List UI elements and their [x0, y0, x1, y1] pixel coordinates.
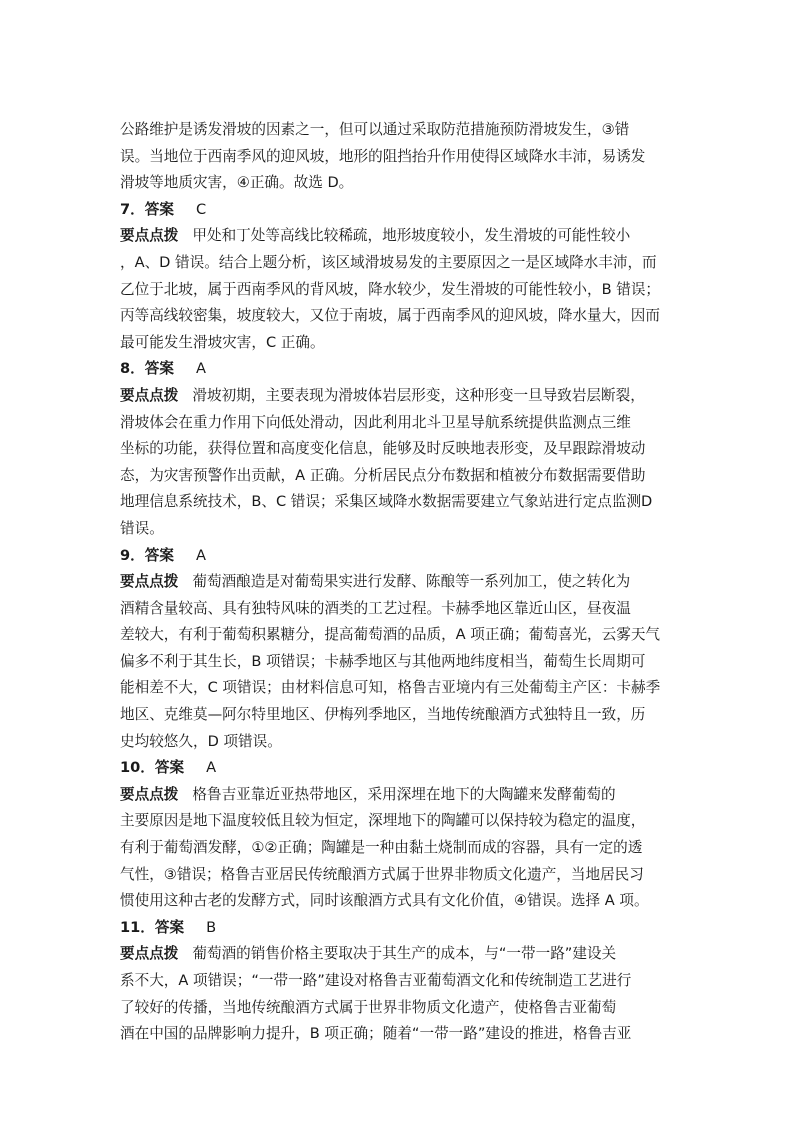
- answer-letter: A: [195, 546, 206, 564]
- tip-label: 要点点拨: [120, 227, 179, 245]
- text-line: 坐标的功能，获得位置和高度变化信息，能够及时反映地表形变，及早跟踪滑坡动: [120, 440, 646, 458]
- explanation-9: [120, 569, 680, 755]
- text-line: 主要原因是地下温度较低且较为恒定，深埋地下的陶罐可以保持较为稳定的温度，: [120, 812, 646, 830]
- explanation-8: [120, 383, 680, 543]
- text-line: 丙等高线较密集，坡度较大，又位于南坡，属于西南季风的迎风坡，降水量大，因而: [120, 307, 660, 325]
- text-line: 最可能发生滑坡灾害，C 正确。: [120, 333, 325, 351]
- text-line: 态，为灾害预警作出贡献，A 正确。分析居民点分布数据和植被分布数据需要借助: [120, 466, 646, 484]
- answer-9: [120, 543, 680, 570]
- answer-7: [120, 197, 680, 224]
- tip-label: 要点点拨: [120, 386, 179, 404]
- text-line: 公路维护是诱发滑坡的因素之一，但可以通过采取防范措施预防滑坡发生，③错: [120, 121, 630, 138]
- question-number: 7．: [120, 200, 145, 218]
- answer-letter: B: [206, 918, 217, 936]
- text-line: 偏多不利于其生长，B 项错误；卡赫季地区与其他两地纬度相当，葡萄生长周期可: [120, 652, 646, 670]
- answer-10: [120, 755, 680, 782]
- text-line: 惯使用这种古老的发酵方式，同时该酿酒方式具有文化价值，④错误。选择 A 项。: [120, 892, 649, 910]
- text-line: 地区、克维莫—阿尔特里地区、伊梅列季地区，当地传统酿酒方式独特且一致，历: [120, 706, 646, 724]
- answer-letter: A: [195, 360, 206, 378]
- explanation-10: [120, 782, 680, 915]
- tip-label: 要点点拨: [120, 573, 179, 591]
- answer-8: [120, 356, 680, 383]
- intro-paragraph: [120, 117, 680, 197]
- text-line: 有利于葡萄酒发酵，①②正确；陶罐是一种由黏土烧制而成的容器，具有一定的透: [120, 839, 643, 857]
- answer-label: 答案: [144, 200, 174, 218]
- text-line: 能相差不大，C 项错误；由材料信息可知，格鲁吉亚境内有三处葡萄主产区：卡赫季: [120, 679, 661, 697]
- text-line: 要点点拨 格鲁吉亚靠近亚热带地区，采用深埋在地下的大陶罐来发酵葡萄的: [120, 785, 616, 803]
- question-number: 8．: [120, 360, 145, 378]
- explanation-7: [120, 223, 680, 356]
- text-line: 滑坡等地质灾害，④正确。故选 D。: [120, 174, 354, 192]
- text-line: 错误。: [120, 519, 164, 537]
- tip-label: 要点点拨: [120, 945, 179, 963]
- answer-11: [120, 915, 680, 942]
- text-line: 要点点拨 葡萄酒的销售价格主要取决于其生产的成本，与“一带一路”建设关: [120, 945, 617, 963]
- text-line: 史均较悠久，D 项错误。: [120, 732, 282, 750]
- text-line: 酒在中国的品牌影响力提升，B 项正确；随着“一带一路”建设的推进，格鲁吉亚: [120, 1025, 632, 1043]
- text-line: 要点点拨 葡萄酒酿造是对葡萄果实进行发酵、陈酿等一系列加工，使之转化为: [120, 573, 631, 591]
- text-line: 地理信息系统技术，B、C 错误；采集区域降水数据需要建立气象站进行定点监测D: [120, 493, 653, 511]
- answer-label: 答案: [144, 546, 174, 564]
- answer-letter: A: [206, 759, 217, 777]
- tip-label: 要点点拨: [120, 785, 179, 803]
- question-number: 11．: [120, 918, 155, 936]
- text-line: 要点点拨 甲处和丁处等高线比较稀疏，地形坡度较小，发生滑坡的可能性较小: [120, 227, 631, 245]
- answer-label: 答案: [154, 918, 185, 936]
- question-number: 9．: [120, 546, 145, 564]
- answer-label: 答案: [144, 360, 174, 378]
- text-line: 误。当地位于西南季风的迎风坡，地形的阻挡抬升作用使得区域降水丰沛，易诱发: [120, 147, 646, 165]
- text-line: 差较大，有利于葡萄积累糖分，提高葡萄酒的品质，A 项正确；葡萄喜光，云雾天气: [120, 626, 661, 644]
- text-line: 酒精含量较高、具有独特风味的酒类的工艺过程。卡赫季地区靠近山区，昼夜温: [120, 599, 631, 617]
- text-line: 气性，③错误；格鲁吉亚居民传统酿酒方式属于世界非物质文化遗产，当地居民习: [120, 865, 644, 883]
- text-line: 乙位于北坡，属于西南季风的背风坡，降水较少，发生滑坡的可能性较小，B 错误；: [120, 280, 661, 298]
- answer-letter: C: [195, 200, 207, 218]
- question-number: 10．: [120, 759, 155, 777]
- explanation-11: [120, 941, 680, 1047]
- text-line: 了较好的传播，当地传统酿酒方式属于世界非物质文化遗产，使格鲁吉亚葡萄: [120, 998, 617, 1016]
- answer-label: 答案: [154, 759, 185, 777]
- text-line: 要点点拨 滑坡初期，主要表现为滑坡体岩层形变，这种形变一旦导致岩层断裂，: [120, 386, 645, 404]
- document-page: [120, 117, 680, 1048]
- text-line: 系不大，A 项错误；“一带一路”建设对格鲁吉亚葡萄酒文化和传统制造工艺进行: [120, 972, 632, 989]
- text-line: 滑坡体会在重力作用下向低处滑动，因此利用北斗卫星导航系统提供监测点三维: [120, 413, 631, 431]
- text-line: ，A、D 错误。结合上题分析，该区域滑坡易发的主要原因之一是区域降水丰沛，而: [120, 253, 657, 271]
